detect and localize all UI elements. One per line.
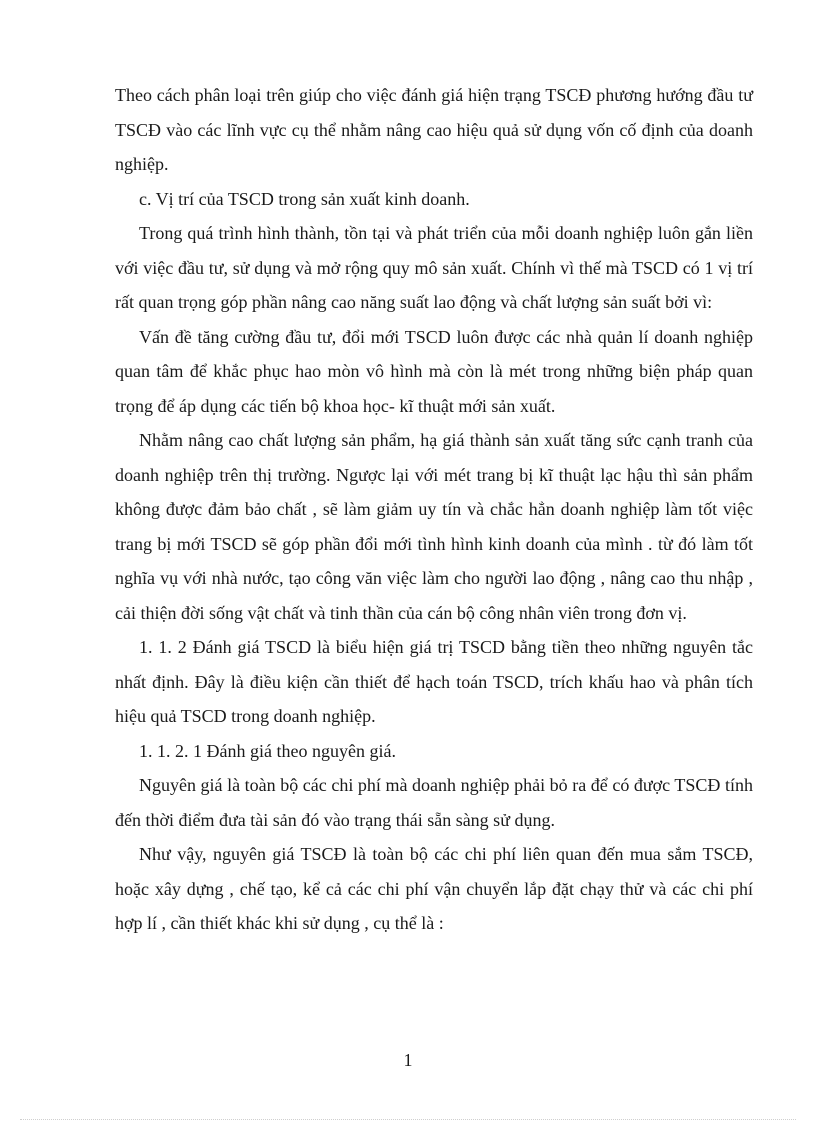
page-bottom-divider — [20, 1119, 796, 1120]
paragraph-formation: Trong quá trình hình thành, tồn tại và phát triển của mỗi doanh nghiệp luôn gắn liền với việc đầu tư, sử dụng và mở rộng quy mô sản xuất. Chính vì thế mà TSCD có 1 vị trí rất quan trọng góp phần nâng cao năng suất lao động và chất lượng sản suất bởi vì: — [115, 223, 753, 312]
paragraph-investment: Vấn đề tăng cường đầu tư, đổi mới TSCD luôn được các nhà quản lí doanh nghiệp quan tâm để khắc phục hao mòn vô hình mà còn là mét trong những biện pháp quan trọng để áp dụng các tiến bộ khoa học- kĩ thuật mới sản xuất. — [115, 326, 753, 416]
paragraph-original-cost-details: Như vậy, nguyên giá TSCĐ là toàn bộ các chi phí liên quan đến mua sắm TSCĐ, hoặc xây dựng , chế tạo, kể cả các chi phí vận chuyển lắp đặt chạy thử và các chi phí hợp lí , cần thiết khác khi sử dụng , cụ thể là : — [115, 844, 753, 933]
section-heading-valuation: 1. 1. 2 Đánh giá TSCD là biểu hiện giá trị TSCD bằng tiền theo những nguyên tắc nhất định. Đây là điều kiện cần thiết để hạch toán TSCD, trích khấu hao và phân tích hiệu quả TSCD trong doanh nghiệp. — [115, 637, 753, 726]
subsection-heading-original-cost: 1. 1. 2. 1 Đánh giá theo nguyên giá. — [139, 740, 396, 761]
document-body — [115, 78, 753, 941]
paragraph-classification-summary: Theo cách phân loại trên giúp cho việc đánh giá hiện trạng TSCĐ phương hướng đầu tư TSCĐ vào các lĩnh vực cụ thể nhằm nâng cao hiệu quả sử dụng vốn cố định của doanh nghiệp. — [115, 85, 753, 174]
section-heading-position: c. Vị trí của TSCD trong sản xuất kinh doanh. — [139, 188, 470, 209]
page-number: 1 — [403, 1050, 413, 1070]
paragraph-original-cost-definition: Nguyên giá là toàn bộ các chi phí mà doanh nghiệp phải bỏ ra để có được TSCĐ tính đến thời điểm đưa tài sản đó vào trạng thái sẵn sàng sử dụng. — [115, 775, 753, 830]
paragraph-quality: Nhằm nâng cao chất lượng sản phẩm, hạ giá thành sản xuất tăng sức cạnh tranh của doanh nghiệp trên thị trường. Ngược lại với mét trang bị kĩ thuật lạc hậu thì sản phẩm không được đảm bảo chất , sẽ làm giảm uy tín và chắc hẳn doanh nghiệp làm tốt việc trang bị mới TSCD sẽ góp phần đổi mới tình hình kinh doanh của mình . từ đó làm tốt nghĩa vụ với nhà nước, tạo công văn việc làm cho người lao động , nâng cao thu nhập , cải thiện đời sống vật chất và tinh thần của cán bộ công nhân viên trong đơn vị. — [115, 430, 753, 623]
